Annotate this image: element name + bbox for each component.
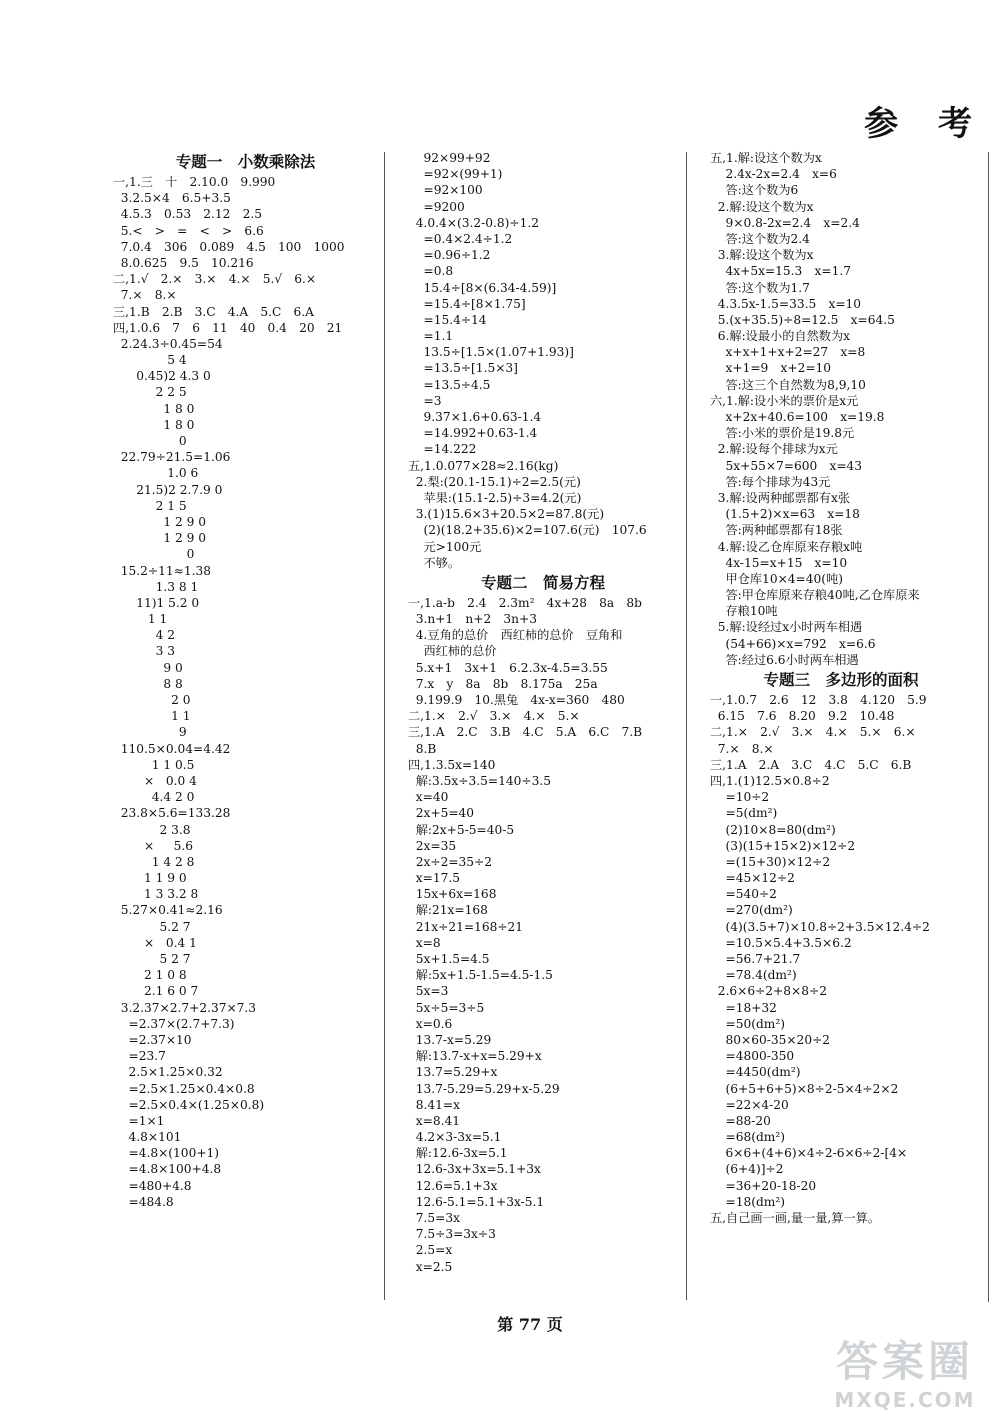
answer-line: 5x=3	[408, 984, 449, 999]
answer-line: 9×0.8-2x=2.4 x=2.4	[710, 215, 860, 230]
answer-line: 4x-15=x+15 x=10	[710, 555, 848, 570]
answer-line: =18+32	[710, 1000, 777, 1015]
answer-line: 4.2×3-3x=5.1	[408, 1130, 502, 1145]
answer-line: 13.7=5.29+x	[408, 1065, 498, 1080]
answer-line: =36+20-18-20	[710, 1178, 817, 1193]
answer-line: 12.6-5.1=5.1+3x-5.1	[408, 1194, 545, 1209]
answer-line: 2 0	[113, 693, 191, 707]
answer-line: =0.96÷1.2	[408, 248, 491, 263]
answer-line: 1 2 9 0	[113, 531, 207, 546]
answer-line: =1×1	[113, 1113, 165, 1128]
watermark-logo	[820, 1336, 990, 1412]
answer-line: =88-20	[710, 1113, 771, 1128]
answer-line: (54+66)×x=792 x=6.6	[710, 636, 876, 651]
answer-line: 0	[113, 547, 195, 562]
answer-line: 解:21x=168	[408, 903, 488, 918]
answer-line: =14.992+0.63-1.4	[408, 426, 538, 441]
answer-line: 15.2÷11≈1.38	[113, 563, 211, 578]
answer-line: 7.5=3x	[408, 1211, 460, 1225]
answer-line: =2.5×0.4×(1.25×0.8)	[113, 1097, 265, 1112]
answer-line: 110.5×0.04=4.42	[113, 741, 231, 756]
answer-line: 3 3	[113, 644, 175, 659]
answer-line: =5(dm²)	[710, 806, 778, 821]
answer-line: x=17.5	[408, 871, 460, 886]
answer-line: 解:13.7-x+x=5.29+x	[408, 1049, 542, 1064]
answer-line: 7.× 8.×	[113, 288, 177, 303]
answer-line: 二,1.√ 2.× 3.× 4.× 5.√ 6.×	[113, 272, 317, 287]
answer-line: 80×60-35×20÷2	[710, 1032, 831, 1047]
answer-line: 11)1 5.2 0	[113, 595, 200, 610]
answer-line: =50(dm²)	[710, 1016, 785, 1031]
answer-line: =78.4(dm²)	[710, 968, 797, 983]
answer-line: =92×100	[408, 183, 483, 198]
answer-line: 6.15 7.6 8.20 9.2 10.48	[710, 709, 895, 724]
answer-line: =18(dm²)	[710, 1194, 785, 1209]
answer-line: 9.199.9 10.黑兔 4x-x=360 480	[408, 693, 625, 707]
answer-line: 7.0.4 306 0.089 4.5 100 1000	[113, 239, 345, 254]
answer-line: =3	[408, 393, 442, 408]
answer-line: 4.解:设乙仓库原来存粮x吨	[710, 539, 863, 554]
answer-line: =4800-350	[710, 1049, 795, 1064]
section-title-topic-2: 专题二 简易方程	[480, 573, 605, 592]
answer-line: 3.2.37×2.7+2.37×7.3	[113, 1000, 257, 1015]
answer-line: 5.< > = < > 6.6	[113, 223, 264, 238]
answer-line: 3.解:设这个数为x	[710, 248, 814, 263]
answer-line: 五,1.0.077×28≈2.16(kg)	[408, 458, 559, 473]
answer-line: 13.7-x=5.29	[408, 1032, 492, 1047]
answer-line: 3.解:设两种邮票都有x张	[710, 490, 851, 505]
answer-line: 4.3.5x-1.5=33.5 x=10	[710, 296, 862, 311]
answer-line: 2x+5=40	[408, 806, 475, 821]
answer-line: 2.解:设每个排球为x元	[710, 442, 838, 457]
answer-line: x=8	[408, 935, 441, 950]
answer-line: (2)(18.2+35.6)×2=107.6(元) 107.6	[408, 523, 647, 538]
answer-line: (1.5+2)×x=63 x=18	[710, 507, 860, 522]
answer-line: 4 2	[113, 628, 175, 643]
answer-line: (6+4)]÷2	[710, 1162, 784, 1177]
column-3-lines-b	[710, 692, 972, 1226]
answer-line: 5.x+1 3x+1 6.2.3x-4.5=3.55	[408, 660, 608, 675]
answer-line: 1 1 0.5	[113, 757, 195, 772]
answer-line: =56.7+21.7	[710, 952, 801, 966]
section-title-topic-3: 专题三 多边形的面积	[763, 671, 919, 689]
answer-line: 西红柿的总价	[408, 644, 497, 659]
answer-line: 答:这个数为1.7	[710, 280, 810, 295]
answer-line: 9.37×1.6+0.63-1.4	[408, 410, 542, 424]
answer-line: x+x+1+x+2=27 x=8	[710, 345, 866, 360]
answer-line: 15x+6x=168	[408, 887, 497, 902]
answer-line: 0	[113, 434, 187, 448]
answer-line: =2.37×(2.7+7.3)	[113, 1016, 235, 1031]
answer-line: 21x÷21=168÷21	[408, 919, 524, 934]
answer-line: 4.4 2 0	[113, 790, 195, 805]
section-title-topic-1: 专题一 小数乘除法	[175, 153, 316, 171]
answer-line: 2 1 0 8	[113, 968, 187, 983]
answer-line: 1 4 2 8	[113, 854, 195, 869]
answer-line: =9200	[408, 199, 465, 214]
answer-line: =(15+30)×12÷2	[710, 854, 831, 869]
answer-line: 5.(x+35.5)÷8=12.5 x=64.5	[710, 312, 895, 327]
answer-line: 1 3 3.2 8	[113, 887, 199, 902]
answer-line: 5.解:设经过x小时两车相遇	[710, 620, 863, 635]
answer-line: 一,1.三 十 2.10.0 9.990	[113, 175, 276, 189]
answer-line: × 5.6	[113, 838, 193, 853]
answer-line: × 0.4 1	[113, 935, 197, 950]
answer-line: 2.解:设这个数为x	[710, 199, 814, 214]
answer-line: 2.5×1.25×0.32	[113, 1065, 223, 1080]
answer-line: 2x=35	[408, 838, 457, 853]
answer-line: 7.× 8.×	[710, 741, 774, 756]
answer-line: =10÷2	[710, 790, 770, 805]
answer-line: 1.3 8 1	[113, 579, 199, 594]
answer-line: 三,1.B 2.B 3.C 4.A 5.C 6.A	[113, 304, 314, 319]
answer-line: =13.5÷4.5	[408, 377, 491, 392]
answer-line: 4.0.4×(3.2-0.8)÷1.2	[408, 215, 539, 230]
answer-line: 1.0 6	[113, 466, 199, 481]
answer-line: 1 2 9 0	[113, 514, 207, 529]
watermark-text: 答案圈	[835, 1337, 974, 1386]
answer-line: 2 2 5	[113, 385, 187, 400]
answer-line: 2.4x-2x=2.4 x=6	[710, 167, 837, 182]
answer-line: x+1=9 x+2=10	[710, 361, 832, 376]
answer-line: (6+5+6+5)×8÷2-5×4÷2×2	[710, 1081, 899, 1096]
answer-line: 答:这三个自然数为8,9,10	[710, 377, 866, 392]
answer-line: 13.7-5.29=5.29+x-5.29	[408, 1081, 560, 1096]
answer-line: 答:两种邮票都有18张	[710, 523, 843, 538]
answer-line: 答:这个数为6	[710, 183, 799, 198]
answer-line: 8.0.625 9.5 10.216	[113, 255, 254, 270]
column-2-lines-b	[408, 595, 678, 1275]
answer-line: 六,1.解:设小米的票价是x元	[710, 393, 859, 408]
answer-line: 2x÷2=35÷2	[408, 854, 493, 869]
answer-line: 五,1.解:设这个数为x	[710, 151, 822, 165]
answer-line: 答:这个数为2.4	[710, 231, 810, 246]
answer-line: 3.2.5×4 6.5+3.5	[113, 191, 231, 206]
answer-line: 12.6-3x+3x=5.1+3x	[408, 1162, 541, 1177]
answer-line: 3.(1)15.6×3+20.5×2=87.8(元)	[408, 507, 605, 522]
answer-line: =0.4×2.4÷1.2	[408, 231, 513, 246]
answer-line: 3.n+1 n+2 3n+3	[408, 612, 537, 627]
answer-line: 4.豆角的总价 西红柿的总价 豆角和	[408, 628, 623, 643]
answer-line: =484.8	[113, 1194, 174, 1209]
answer-line: 2 3.8	[113, 822, 191, 837]
answer-line: 2.梨:(20.1-15.1)÷2=2.5(元)	[408, 474, 581, 489]
answer-line: x=8.41	[408, 1113, 460, 1128]
answer-line: 答:甲仓库原来存粮40吨,乙仓库原来	[710, 588, 920, 603]
answer-line: 不够。	[408, 555, 461, 570]
answer-line: 4x+5x=15.3 x=1.7	[710, 264, 851, 279]
column-divider	[988, 152, 989, 1302]
answer-line: 元>100元	[408, 539, 482, 554]
column-1-lines	[113, 174, 378, 1210]
answer-line: 甲仓库10×4=40(吨)	[710, 571, 843, 586]
answer-line: =22×4-20	[710, 1097, 789, 1112]
answer-line: =480+4.8	[113, 1178, 192, 1193]
answer-line: =4.8×100+4.8	[113, 1162, 222, 1177]
answer-line: 9	[113, 725, 187, 740]
answer-line: 12.6=5.1+3x	[408, 1178, 498, 1193]
answer-line: 1 1	[113, 612, 168, 627]
page-header-title: 参 考	[864, 104, 986, 144]
answer-line: =1.1	[408, 329, 454, 344]
answer-line: 5x+1.5=4.5	[408, 952, 490, 966]
answer-line: 一,1.a-b 2.4 2.3m² 4x+28 8a 8b	[408, 595, 642, 610]
answer-line: 解:3.5x÷3.5=140÷3.5	[408, 773, 551, 788]
answer-line: =15.4÷[8×1.75]	[408, 296, 526, 311]
answer-line: =15.4÷14	[408, 312, 487, 327]
answer-line: =13.5÷[1.5×3]	[408, 361, 518, 376]
answer-line: 1 1	[113, 709, 191, 724]
answer-line: 6.解:设最小的自然数为x	[710, 329, 851, 344]
answer-line: x=2.5	[408, 1259, 453, 1274]
answer-line: 2.5=x	[408, 1243, 453, 1258]
answer-line: 解:2x+5-5=40-5	[408, 822, 515, 837]
answer-line: 1 1 9 0	[113, 871, 187, 886]
answer-line: 23.8×5.6=133.28	[113, 806, 231, 821]
answer-line: =10.5×5.4+3.5×6.2	[710, 935, 852, 950]
answer-line: 2.6×6÷2+8×8÷2	[710, 984, 827, 999]
answer-line: x=0.6	[408, 1016, 453, 1031]
answer-line: =68(dm²)	[710, 1130, 785, 1145]
answer-line: 2.1 6 0 7	[113, 984, 199, 999]
answer-line: 4.5.3 0.53 2.12 2.5	[113, 207, 262, 222]
answer-line: 5.2 7	[113, 919, 191, 934]
answer-line: 7.5÷3=3x÷3	[408, 1227, 496, 1242]
column-divider	[384, 152, 385, 1300]
answer-line: 22.79÷21.5=1.06	[113, 450, 231, 465]
answer-line: 四,1.(1)12.5×0.8÷2	[710, 773, 830, 788]
answer-line: =540÷2	[710, 887, 777, 902]
answer-line: =2.37×10	[113, 1032, 192, 1047]
answer-line: 8 8	[113, 676, 183, 691]
answer-line: =45×12÷2	[710, 871, 795, 886]
answer-line: 三,1.A 2.A 3.C 4.C 5.C 6.B	[710, 757, 912, 772]
answer-line: 8.B	[408, 741, 437, 756]
answer-line: 二,1.× 2.√ 3.× 4.× 5.×	[408, 709, 580, 724]
answer-line: 5x+55×7=600 x=43	[710, 458, 863, 473]
answer-line: 92×99+92	[408, 151, 491, 165]
answer-line: =2.5×1.25×0.4×0.8	[113, 1081, 255, 1096]
answer-line: 解:12.6-3x=5.1	[408, 1146, 508, 1161]
answer-line: 5.27×0.41≈2.16	[113, 903, 223, 918]
answer-line: 13.5÷[1.5×(1.07+1.93)]	[408, 345, 574, 360]
answer-line: =270(dm²)	[710, 903, 793, 918]
answer-column-3	[710, 150, 972, 1226]
answer-line: 15.4÷[8×(6.34-4.59)]	[408, 280, 557, 295]
answer-line: 答:小米的票价是19.8元	[710, 426, 855, 441]
answer-line: 4.8×101	[113, 1130, 182, 1145]
answer-line: =23.7	[113, 1049, 166, 1064]
answer-line: (3)(15+15×2)×12÷2	[710, 838, 856, 853]
answer-line: × 0.0 4	[113, 773, 197, 788]
answer-line: 解:5x+1.5-1.5=4.5-1.5	[408, 968, 553, 983]
answer-line: =0.8	[408, 264, 454, 279]
answer-column-2	[408, 150, 678, 1275]
answer-line: 三,1.A 2.C 3.B 4.C 5.A 6.C 7.B	[408, 725, 643, 740]
answer-line: 5x÷5=3÷5	[408, 1000, 485, 1015]
answer-line: 苹果:(15.1-2.5)÷3=4.2(元)	[408, 490, 582, 505]
answer-line: x=40	[408, 790, 449, 805]
answer-line: 答:每个排球为43元	[710, 474, 831, 489]
answer-line: 9 0	[113, 660, 183, 675]
column-3-lines-a	[710, 150, 972, 668]
column-2-lines-a	[408, 150, 678, 571]
page-number: 第 77 页	[497, 1315, 563, 1334]
answer-line: =4.8×(100+1)	[113, 1146, 220, 1161]
answer-line: x+2x+40.6=100 x=19.8	[710, 410, 885, 424]
answer-line: 1 8 0	[113, 401, 195, 416]
answer-line: 2 1 5	[113, 498, 187, 513]
column-divider	[686, 152, 687, 1300]
answer-line: =92×(99+1)	[408, 167, 503, 182]
answer-line: 答:经过6.6小时两车相遇	[710, 652, 859, 667]
answer-line: (2)10×8=80(dm²)	[710, 822, 836, 837]
answer-line: 2.24.3÷0.45=54	[113, 336, 223, 351]
answer-line: 6×6+(4+6)×4÷2-6×6÷2-[4×	[710, 1146, 908, 1161]
answer-line: 五,自己画一画,量一量,算一算。	[710, 1211, 881, 1225]
answer-line: =14.222	[408, 442, 477, 457]
answer-line: 8.41=x	[408, 1097, 460, 1112]
answer-line: 21.5)2 2.7.9 0	[113, 482, 223, 497]
answer-line: 四,1.0.6 7 6 11 40 0.4 20 21	[113, 320, 343, 335]
answer-column-1	[113, 150, 378, 1210]
answer-line: 存粮10吨	[710, 604, 778, 619]
answer-line: 四,1.3.5x=140	[408, 757, 496, 772]
answer-line: 二,1.× 2.√ 3.× 4.× 5.× 6.×	[710, 725, 916, 740]
answer-line: =4450(dm²)	[710, 1065, 801, 1080]
answer-line: 0.45)2 4.3 0	[113, 369, 211, 384]
answer-line: 1 8 0	[113, 417, 195, 432]
answer-line: 7.x y 8a 8b 8.175a 25a	[408, 676, 598, 691]
answer-line: 5 4	[113, 353, 187, 368]
answer-line: 5 2 7	[113, 952, 191, 966]
answer-line: 一,1.0.7 2.6 12 3.8 4.120 5.9	[710, 693, 927, 707]
watermark-url: MXQE.COM	[834, 1388, 976, 1412]
answer-line: (4)(3.5+7)×10.8÷2+3.5×12.4÷2	[710, 919, 930, 934]
